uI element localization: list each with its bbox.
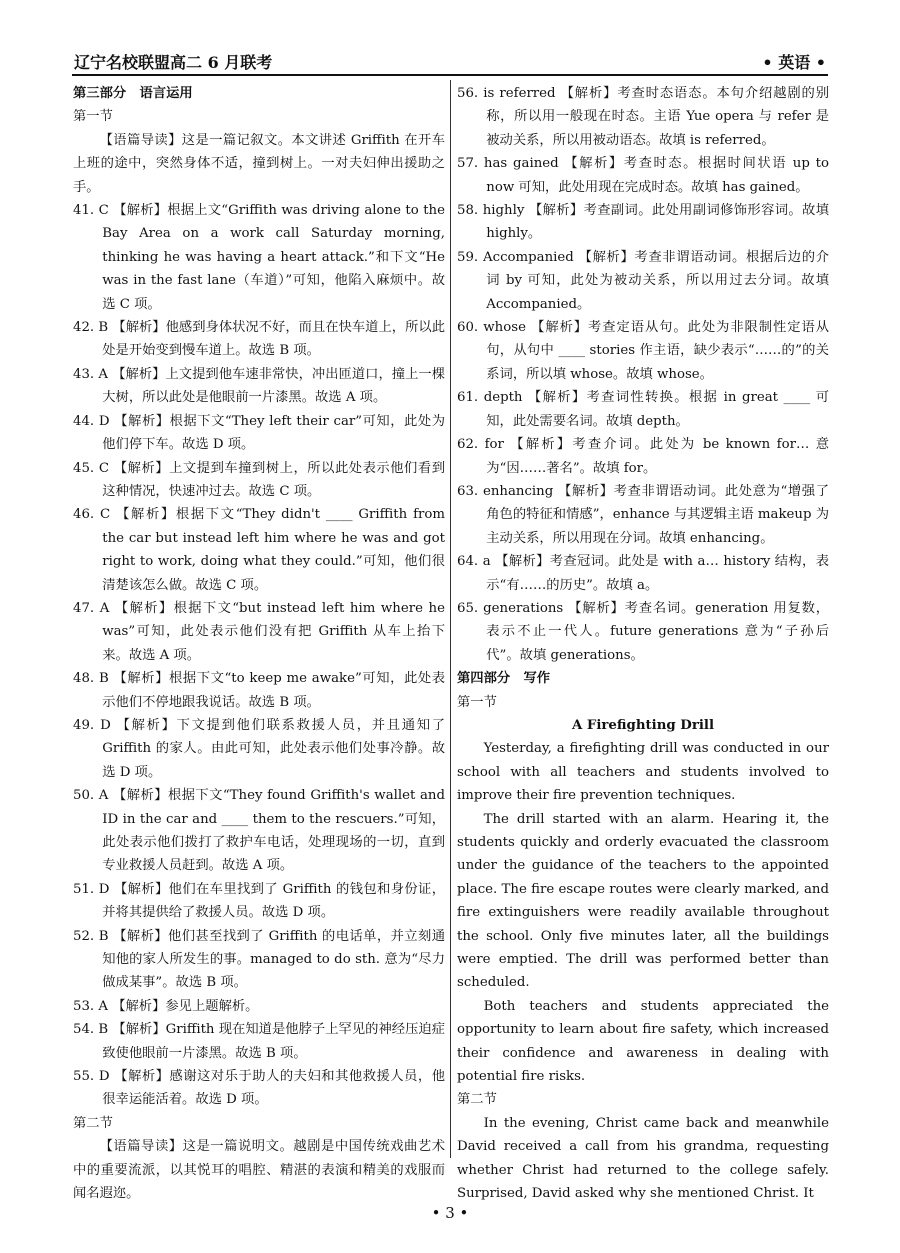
subsection-heading: 第二节	[73, 1115, 113, 1131]
essay-paragraph: The drill started with an alarm. Hearing it, the students quickly and orderly evacuated the classroom under the guidance of the teachers to the appointed place. The fire escape routes were clearly marked, and fire extinguishers were readily available throughout the school. Only five minutes later, all the buildings were emptied. The drill was performed better than scheduled.	[457, 811, 829, 991]
answer-item: 43. A 【解析】上文提到他车速非常快，冲出匝道口，撞上一棵大树，所以此处是他眼前一片漆黑。故选 A 项。	[73, 366, 445, 406]
answer-item: 55. D 【解析】感谢这对乐于助人的夫妇和其他救援人员，他很幸运能活着。故选 D 项。	[73, 1069, 445, 1108]
answer-item: 65. generations 【解析】考查名词。generation 用复数，表示不止一代人。future generations 意为“子孙后代”。故填 generations。	[457, 600, 829, 663]
answer-item: 58. highly 【解析】考查副词。此处用副词修饰形容词。故填 highly。	[457, 203, 829, 242]
answer-item: 57. has gained 【解析】考查时态。根据时间状语 up to now 可知，此处用现在完成时态。故填 has gained。	[457, 156, 829, 195]
essay-paragraph: Yesterday, a firefighting drill was conducted in our school with all teachers and students involved to improve their fire prevention techniques.	[457, 741, 829, 804]
answer-item: 47. A 【解析】根据下文“but instead left him where he was”可知，此处表示他们没有把 Griffith 从车上抬下来。故选 A 项。	[73, 600, 445, 663]
answer-item: 41. C 【解析】根据上文“Griffith was driving alone to the Bay Area on a work call Saturday morning, thinking he was having a heart attack.”和下文“He was in the fast lane（车道）”可知，他陷入麻烦中。故选 C 项。	[73, 203, 445, 312]
subsection-heading: 第一节	[457, 694, 497, 710]
answer-item: 49. D 【解析】下文提到他们联系救援人员，并且通知了 Griffith 的家人。由此可知，此处表示他们处事冷静。故选 D 项。	[73, 717, 445, 780]
answer-item: 59. Accompanied 【解析】考查非谓语动词。根据后边的介词 by 可知，此处为被动关系，所以用过去分词。故填 Accompanied。	[457, 249, 829, 312]
right-column	[457, 82, 829, 1206]
answer-item: 44. D 【解析】根据下文“They left their car”可知，此处为他们停下车。故选 D 项。	[73, 413, 445, 453]
answer-item: 52. B 【解析】他们甚至找到了 Griffith 的电话单，并立刻通知他的家人所发生的事。managed to do sth. 意为“尽力做成某事”。故选 B 项。	[73, 928, 445, 991]
passage-intro: 【语篇导读】这是一篇说明文。越剧是中国传统戏曲艺术中的重要流派，以其悦耳的唱腔、精湛的表演和精美的戏服而闻名遐迩。	[73, 1139, 445, 1202]
essay-title: A Firefighting Drill	[571, 717, 714, 733]
answer-item: 64. a 【解析】考查冠词。此处是 with a… history 结构，表示“有……的历史”。故填 a。	[457, 554, 829, 593]
answer-item: 62. for 【解析】考查介词。此处为 be known for… 意为“因……著名”。故填 for。	[457, 437, 829, 476]
answer-item: 42. B 【解析】他感到身体状况不好，而且在快车道上，所以此处是开始变到慢车道上。故选 B 项。	[73, 320, 445, 359]
answer-item: 45. C 【解析】上文提到车撞到树上，所以此处表示他们看到这种情况，快速冲过去。故选 C 项。	[73, 460, 445, 499]
answer-item: 56. is referred 【解析】考查时态语态。本句介绍越剧的别称，所以用一般现在时态。主语 Yue opera 与 refer 是被动关系，所以用被动语态。故填 is referred。	[457, 86, 829, 148]
answer-item: 46. C 【解析】根据下文“They didn't ____ Griffith from the car but instead left him where he was and got right to work, doing what they could.”可知，他们很清楚该怎么做。故选 C 项。	[73, 507, 445, 593]
answer-item: 63. enhancing 【解析】考查非谓语动词。此处意为“增强了角色的特征和情感”，enhance 与其逻辑主语 makeup 为主动关系，所以用现在分词。故填 enhancing。	[457, 483, 829, 546]
section-heading: 第四部分 写作	[457, 671, 551, 687]
answer-item: 51. D 【解析】他们在车里找到了 Griffith 的钱包和身份证，并将其提供给了救援人员。故选 D 项。	[73, 881, 445, 921]
page-header	[72, 48, 828, 76]
left-column	[73, 82, 445, 1206]
column-divider	[450, 80, 451, 1158]
section-heading: 第三部分 语言运用	[73, 86, 193, 101]
answer-item: 60. whose 【解析】考查定语从句。此处为非限制性定语从句，从句中 ____ stories 作主语，缺少表示“……的”的关系词，所以填 whose。故填 whose。	[457, 320, 829, 382]
answer-item: 53. A 【解析】参见上题解析。	[73, 998, 259, 1014]
answer-item: 50. A 【解析】根据下文“They found Griffith's wallet and ID in the car and ____ them to the rescuers.”可知，此处表示他们拨打了救护车电话，处理现场的一切，直到专业救援人员赶到。故选 A 项。	[73, 788, 445, 874]
subsection-heading: 第一节	[73, 109, 113, 125]
subject-label: • 英语 •	[762, 53, 826, 72]
answer-item: 54. B 【解析】Griffith 现在知道是他脖子上罕见的神经压迫症致使他眼前一片漆黑。故选 B 项。	[73, 1022, 445, 1061]
essay-paragraph: In the evening, Christ came back and meanwhile David received a call from his grandma, requesting whether Christ had returned to the college safely. Surprised, David asked why she mentioned Christ. It	[457, 1115, 829, 1202]
essay-paragraph: Both teachers and students appreciated the opportunity to learn about fire safety, which increased their confidence and awareness in dealing with potential fire risks.	[457, 998, 829, 1085]
answer-item: 48. B 【解析】根据下文“to keep me awake”可知，此处表示他们不停地跟我说话。故选 B 项。	[73, 671, 445, 710]
subsection-heading: 第二节	[457, 1092, 497, 1108]
passage-intro: 【语篇导读】这是一篇记叙文。本文讲述 Griffith 在开车上班的途中，突然身体不适，撞到树上。一对夫妇伸出援助之手。	[73, 132, 445, 195]
page-number: • 3 •	[431, 1204, 469, 1222]
exam-title: 辽宁名校联盟高二 6 月联考	[74, 53, 273, 72]
answer-item: 61. depth 【解析】考查词性转换。根据 in great ____ 可知，此处需要名词。故填 depth。	[457, 390, 829, 429]
